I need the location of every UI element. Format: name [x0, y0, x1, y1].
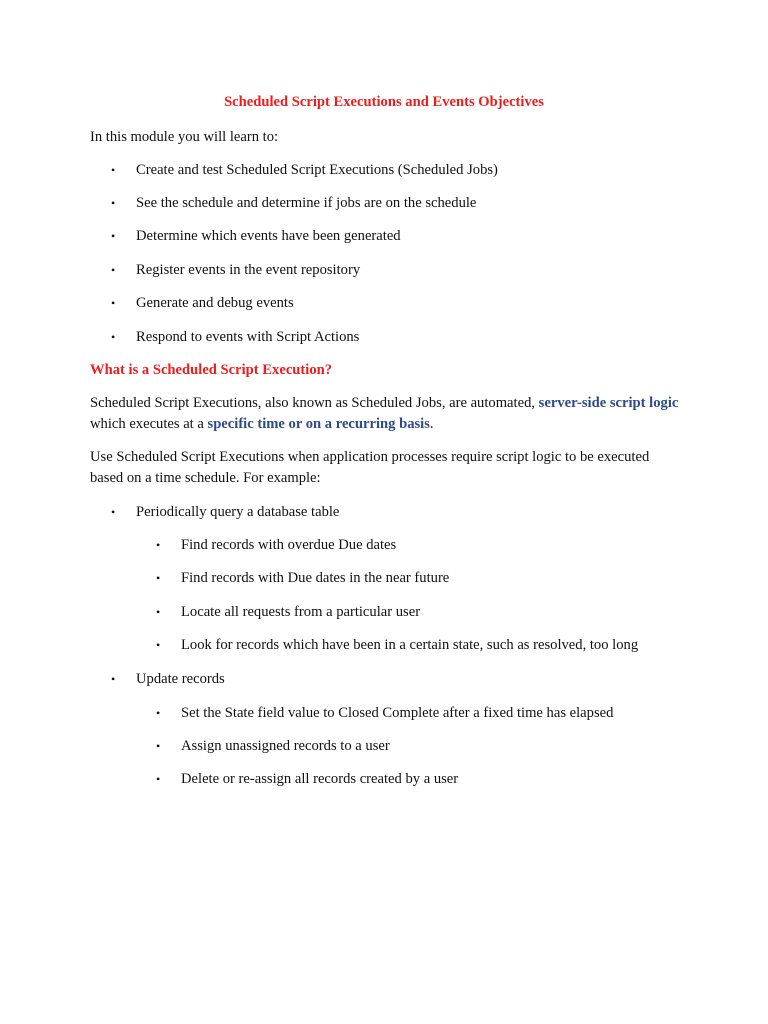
bullet-icon: •	[111, 263, 116, 277]
list-item-text: Set the State field value to Closed Complete after a fixed time has elapsed	[181, 705, 614, 721]
bullet-icon: •	[111, 672, 116, 686]
bullet-icon: •	[111, 505, 116, 519]
bullet-icon: •	[156, 772, 161, 786]
definition-text: .	[429, 416, 434, 432]
definition-text: Scheduled Script Executions, also known as Scheduled Jobs, are automated,	[90, 395, 539, 411]
list-item-text: Find records with Due dates in the near future	[181, 570, 450, 586]
bullet-icon: •	[156, 571, 161, 585]
bullet-icon: •	[111, 296, 116, 310]
list-item-text: Respond to events with Script Actions	[136, 329, 360, 345]
list-item-text: Generate and debug events	[136, 295, 294, 311]
bullet-icon: •	[111, 163, 116, 177]
usage-paragraph: Use Scheduled Script Executions when application processes require script logic to be executed based on a time schedule. For example:	[90, 449, 650, 486]
list-item-text: See the schedule and determine if jobs are on the schedule	[136, 195, 477, 211]
list-item-text: Assign unassigned records to a user	[181, 738, 390, 754]
list-item-text: Create and test Scheduled Script Executions (Scheduled Jobs)	[136, 162, 498, 178]
bullet-icon: •	[156, 706, 161, 720]
page-title: Scheduled Script Executions and Events Objectives	[224, 94, 544, 110]
list-item-text: Delete or re-assign all records created by a user	[181, 771, 459, 787]
bullet-icon: •	[156, 739, 161, 753]
list-item-text: Look for records which have been in a certain state, such as resolved, too long	[181, 637, 639, 653]
bullet-icon: •	[156, 538, 161, 552]
bullet-icon: •	[156, 638, 161, 652]
list-item-text: Find records with overdue Due dates	[181, 537, 397, 553]
bullet-icon: •	[111, 330, 116, 344]
definition-paragraph	[90, 393, 680, 435]
definition-text: which executes at a	[90, 416, 208, 432]
intro-text: In this module you will learn to:	[90, 129, 279, 145]
section-heading: What is a Scheduled Script Execution?	[90, 362, 333, 378]
definition-highlight: specific time or on a recurring basis	[207, 416, 430, 432]
list-item-text: Determine which events have been generated	[136, 228, 401, 244]
bullet-icon: •	[111, 229, 116, 243]
definition-highlight: server-side script logic	[538, 395, 679, 411]
bullet-icon: •	[156, 605, 161, 619]
list-item-text: Locate all requests from a particular user	[181, 604, 421, 620]
bullet-icon: •	[111, 196, 116, 210]
list-item-text: Periodically query a database table	[136, 504, 340, 520]
list-item-text: Update records	[136, 671, 225, 687]
list-item-text: Register events in the event repository	[136, 262, 361, 278]
